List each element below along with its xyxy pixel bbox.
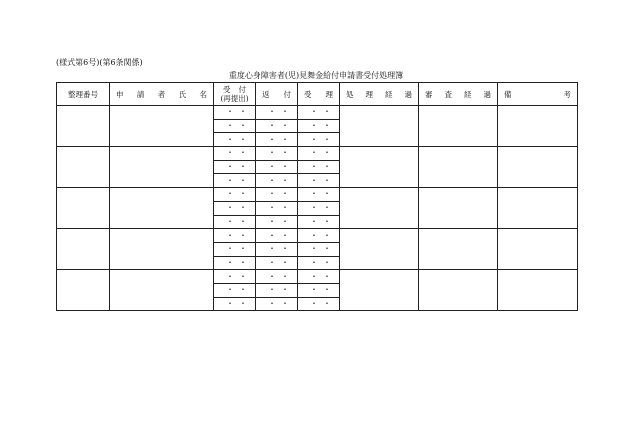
accepted-date-cell[interactable] — [298, 188, 340, 202]
date-mark: ・ ・ — [268, 216, 289, 226]
review-history-cell[interactable] — [419, 270, 498, 311]
returned-date-cell[interactable] — [256, 229, 298, 243]
date-mark: ・ ・ — [310, 271, 331, 281]
accepted-date-cell[interactable] — [298, 297, 340, 311]
returned-date-cell[interactable] — [256, 256, 298, 270]
applicant-name-cell[interactable] — [110, 106, 214, 147]
accepted-date-cell[interactable] — [298, 160, 340, 174]
header-review-history: 審 査 経 過 — [419, 83, 498, 106]
accepted-date-cell[interactable] — [298, 242, 340, 256]
received-date-cell[interactable] — [214, 297, 256, 311]
date-mark: ・ ・ — [310, 244, 331, 254]
table-row — [57, 270, 578, 284]
review-history-cell[interactable] — [419, 229, 498, 270]
returned-date-cell[interactable] — [256, 133, 298, 147]
date-mark: ・ ・ — [268, 162, 289, 172]
accepted-date-cell[interactable] — [298, 133, 340, 147]
accepted-date-cell[interactable] — [298, 174, 340, 188]
ledger-table — [56, 82, 578, 311]
applicant-name-cell[interactable] — [110, 229, 214, 270]
applicant-name-cell[interactable] — [110, 147, 214, 188]
date-mark: ・ ・ — [226, 203, 247, 213]
returned-date-cell[interactable] — [256, 283, 298, 297]
accepted-date-cell[interactable] — [298, 147, 340, 161]
date-mark: ・ ・ — [268, 107, 289, 117]
document-title: 重度心身障害者(児)見舞金給付申請書受付処理簿 — [228, 71, 404, 80]
header-accepted-date: 受 理 — [298, 83, 340, 106]
accepted-date-cell[interactable] — [298, 283, 340, 297]
accepted-date-cell[interactable] — [298, 201, 340, 215]
accepted-date-cell[interactable] — [298, 106, 340, 120]
date-mark: ・ ・ — [268, 230, 289, 240]
date-mark: ・ ・ — [268, 244, 289, 254]
header-serial-number: 整理番号 — [57, 83, 110, 106]
date-mark: ・ ・ — [268, 121, 289, 131]
date-mark: ・ ・ — [226, 230, 247, 240]
accepted-date-cell[interactable] — [298, 215, 340, 229]
review-history-cell[interactable] — [419, 106, 498, 147]
date-mark: ・ ・ — [226, 107, 247, 117]
processing-history-cell[interactable] — [340, 147, 419, 188]
review-history-cell[interactable] — [419, 188, 498, 229]
returned-date-cell[interactable] — [256, 106, 298, 120]
date-mark: ・ ・ — [226, 121, 247, 131]
date-mark: ・ ・ — [268, 257, 289, 267]
received-date-cell[interactable] — [214, 229, 256, 243]
table-row — [57, 229, 578, 243]
serial-number-cell[interactable] — [57, 147, 110, 188]
processing-history-cell[interactable] — [340, 106, 419, 147]
date-mark: ・ ・ — [268, 148, 289, 158]
returned-date-cell[interactable] — [256, 119, 298, 133]
date-mark: ・ ・ — [310, 189, 331, 199]
date-mark: ・ ・ — [310, 203, 331, 213]
received-date-cell[interactable] — [214, 160, 256, 174]
accepted-date-cell[interactable] — [298, 119, 340, 133]
accepted-date-cell[interactable] — [298, 256, 340, 270]
date-mark: ・ ・ — [310, 148, 331, 158]
date-mark: ・ ・ — [268, 189, 289, 199]
date-mark: ・ ・ — [226, 244, 247, 254]
processing-history-cell[interactable] — [340, 229, 419, 270]
received-date-cell[interactable] — [214, 256, 256, 270]
header-processing-history: 処 理 経 過 — [340, 83, 419, 106]
date-mark: ・ ・ — [226, 298, 247, 308]
received-date-cell[interactable] — [214, 242, 256, 256]
review-history-cell[interactable] — [419, 147, 498, 188]
remarks-cell[interactable] — [498, 229, 578, 270]
serial-number-cell[interactable] — [57, 106, 110, 147]
date-mark: ・ ・ — [268, 203, 289, 213]
date-mark: ・ ・ — [268, 134, 289, 144]
date-mark: ・ ・ — [310, 121, 331, 131]
returned-date-cell[interactable] — [256, 174, 298, 188]
date-mark: ・ ・ — [226, 257, 247, 267]
serial-number-cell[interactable] — [57, 188, 110, 229]
date-mark: ・ ・ — [226, 162, 247, 172]
date-mark: ・ ・ — [310, 216, 331, 226]
date-mark: ・ ・ — [226, 148, 247, 158]
serial-number-cell[interactable] — [57, 270, 110, 311]
received-date-cell[interactable] — [214, 270, 256, 284]
received-date-cell[interactable] — [214, 147, 256, 161]
ledger-body — [57, 106, 578, 311]
header-row — [57, 83, 578, 106]
accepted-date-cell[interactable] — [298, 229, 340, 243]
received-date-cell[interactable] — [214, 106, 256, 120]
date-mark: ・ ・ — [226, 271, 247, 281]
remarks-cell[interactable] — [498, 147, 578, 188]
returned-date-cell[interactable] — [256, 160, 298, 174]
returned-date-cell[interactable] — [256, 297, 298, 311]
table-row — [57, 147, 578, 161]
returned-date-cell[interactable] — [256, 242, 298, 256]
table-row — [57, 188, 578, 202]
remarks-cell[interactable] — [498, 106, 578, 147]
date-mark: ・ ・ — [310, 257, 331, 267]
header-applicant-name: 申 請 者 氏 名 — [110, 83, 214, 106]
received-date-cell[interactable] — [214, 188, 256, 202]
date-mark: ・ ・ — [310, 175, 331, 185]
date-mark: ・ ・ — [310, 162, 331, 172]
returned-date-cell[interactable] — [256, 201, 298, 215]
received-date-cell[interactable] — [214, 119, 256, 133]
date-mark: ・ ・ — [310, 134, 331, 144]
date-mark: ・ ・ — [268, 175, 289, 185]
date-mark: ・ ・ — [226, 189, 247, 199]
received-date-cell[interactable] — [214, 215, 256, 229]
received-date-cell[interactable] — [214, 174, 256, 188]
remarks-cell[interactable] — [498, 188, 578, 229]
date-mark: ・ ・ — [226, 285, 247, 295]
applicant-name-cell[interactable] — [110, 270, 214, 311]
date-mark: ・ ・ — [226, 134, 247, 144]
date-mark: ・ ・ — [268, 285, 289, 295]
form-label: (様式第6号)(第6条関係) — [56, 58, 143, 67]
accepted-date-cell[interactable] — [298, 270, 340, 284]
processing-history-cell[interactable] — [340, 188, 419, 229]
header-received-date: 受 付 (再提出) — [214, 83, 256, 106]
date-mark: ・ ・ — [226, 216, 247, 226]
remarks-cell[interactable] — [498, 270, 578, 311]
table-row — [57, 106, 578, 120]
returned-date-cell[interactable] — [256, 215, 298, 229]
returned-date-cell[interactable] — [256, 147, 298, 161]
date-mark: ・ ・ — [268, 298, 289, 308]
received-date-cell[interactable] — [214, 201, 256, 215]
date-mark: ・ ・ — [310, 230, 331, 240]
serial-number-cell[interactable] — [57, 229, 110, 270]
received-date-cell[interactable] — [214, 283, 256, 297]
date-mark: ・ ・ — [310, 285, 331, 295]
returned-date-cell[interactable] — [256, 270, 298, 284]
returned-date-cell[interactable] — [256, 188, 298, 202]
date-mark: ・ ・ — [310, 107, 331, 117]
date-mark: ・ ・ — [310, 298, 331, 308]
processing-history-cell[interactable] — [340, 270, 419, 311]
applicant-name-cell[interactable] — [110, 188, 214, 229]
received-date-cell[interactable] — [214, 133, 256, 147]
date-mark: ・ ・ — [268, 271, 289, 281]
header-remarks: 備 考 — [498, 83, 578, 106]
date-mark: ・ ・ — [226, 175, 247, 185]
header-returned-date: 返 付 — [256, 83, 298, 106]
